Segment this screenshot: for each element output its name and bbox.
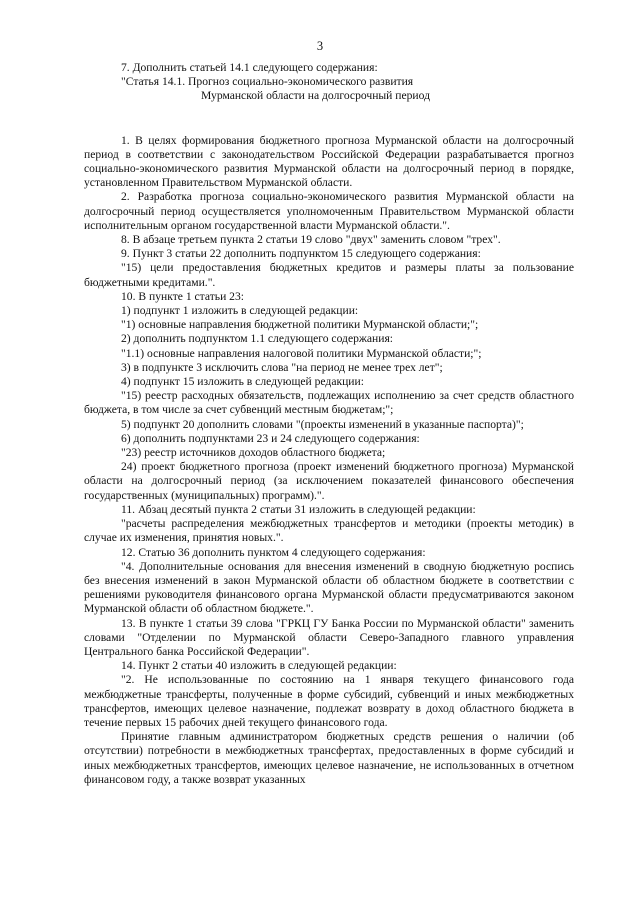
paragraph: "15) реестр расходных обязательств, подлежащих исполнению за счет средств областного бюджета, в том числе за счет субвенций местным бюджетам;"; — [84, 389, 574, 417]
page-number: 3 — [316, 39, 324, 53]
paragraph: 3) в подпункте 3 исключить слова "на период не менее трех лет"; — [121, 360, 443, 374]
paragraph: 7. Дополнить статьей 14.1 следующего содержания: — [121, 61, 378, 74]
article-title: "Статья 14.1. Прогноз социально-экономического развития — [121, 75, 414, 89]
article-title-continuation: Мурманской области на долгосрочный период — [201, 89, 430, 103]
paragraph: "1.1) основные направления налоговой политики Мурманской области;"; — [121, 346, 482, 360]
paragraph: "4. Дополнительные основания для внесения изменений в сводную бюджетную роспись без внесения изменений в закон Мурманской области об областном бюджете в соответствии с решениями руководителя финансового органа Мурманской области предусматриваются законом Мурманской области об областном бюджете.". — [84, 559, 574, 616]
paragraph: 8. В абзаце третьем пункта 2 статьи 19 слово "двух" заменить словом "трех". — [121, 233, 501, 247]
paragraph: 9. Пункт 3 статьи 22 дополнить подпунктом 15 следующего содержания: — [121, 247, 481, 261]
paragraph: "расчеты распределения межбюджетных трансфертов и методики (проекты методик) в случае их изменения, принятия новых.". — [84, 517, 574, 545]
document-body — [84, 61, 574, 787]
paragraph: "2. Не использованные по состоянию на 1 января текущего финансового года межбюджетные трансферты, полученные в форме субсидий, субвенций и иных межбюджетных трансфертов, имеющих целевое назначение, подлежат возврату в доход областного бюджета в течение первых 15 рабочих дней текущего финансового года. — [84, 673, 574, 729]
paragraph: "23) реестр источников доходов областного бюджета; — [121, 446, 386, 460]
paragraph: 2) дополнить подпунктом 1.1 следующего содержания: — [121, 332, 393, 346]
paragraph: 1) подпункт 1 изложить в следующей редакции: — [121, 304, 359, 318]
paragraph: Принятие главным администратором бюджетных средств решения о наличии (об отсутствии) потребности в межбюджетных трансфертах, предоставленных в форме субсидий и иных межбюджетных трансфертов, имеющих целевое назначение, не использованных в отчетном финансовом году, а также возврат указанных — [84, 730, 574, 786]
paragraph: 5) подпункт 20 дополнить словами "(проекты изменений в указанные паспорта)"; — [121, 417, 524, 431]
paragraph: 10. В пункте 1 статьи 23: — [121, 289, 244, 303]
paragraph: 12. Статью 36 дополнить пунктом 4 следующего содержания: — [121, 545, 426, 559]
paragraph: "1) основные направления бюджетной политики Мурманской области;"; — [121, 318, 479, 332]
paragraph: 14. Пункт 2 статьи 40 изложить в следующей редакции: — [121, 659, 397, 673]
spacer — [84, 108, 574, 134]
paragraph: 1. В целях формирования бюджетного прогноза Мурманской области на долгосрочный период в соответствии с законодательством Российской Федерации разрабатывается прогноз социально-экономического развития Мурманской области на долгосрочный период в порядке, установленном Правительством Мурманской области. — [84, 133, 574, 190]
paragraph: "15) цели предоставления бюджетных кредитов и размеры платы за пользование бюджетными кредитами.". — [84, 261, 574, 289]
paragraph: 6) дополнить подпунктами 23 и 24 следующего содержания: — [121, 431, 420, 445]
paragraph: 24) проект бюджетного прогноза (проект изменений бюджетного прогноза) Мурманской области на долгосрочный период (за исключением показателей финансового обеспечения государственных (муниципальных) программ).". — [84, 460, 574, 502]
paragraph: 11. Абзац десятый пункта 2 статьи 31 изложить в следующей редакции: — [121, 502, 476, 516]
paragraph: 13. В пункте 1 статьи 39 слова "ГРКЦ ГУ Банка России по Мурманской области" заменить словами "Отделении по Мурманской области Северо-Западного главного управления Центрального банка Российской Федерации". — [84, 616, 574, 658]
paragraph: 2. Разработка прогноза социально-экономического развития Мурманской области на долгосрочный период осуществляется уполномоченным Правительством Мурманской области исполнительным органом государственной власти Мурманской области.". — [84, 190, 574, 232]
paragraph: 4) подпункт 15 изложить в следующей редакции: — [121, 375, 364, 389]
